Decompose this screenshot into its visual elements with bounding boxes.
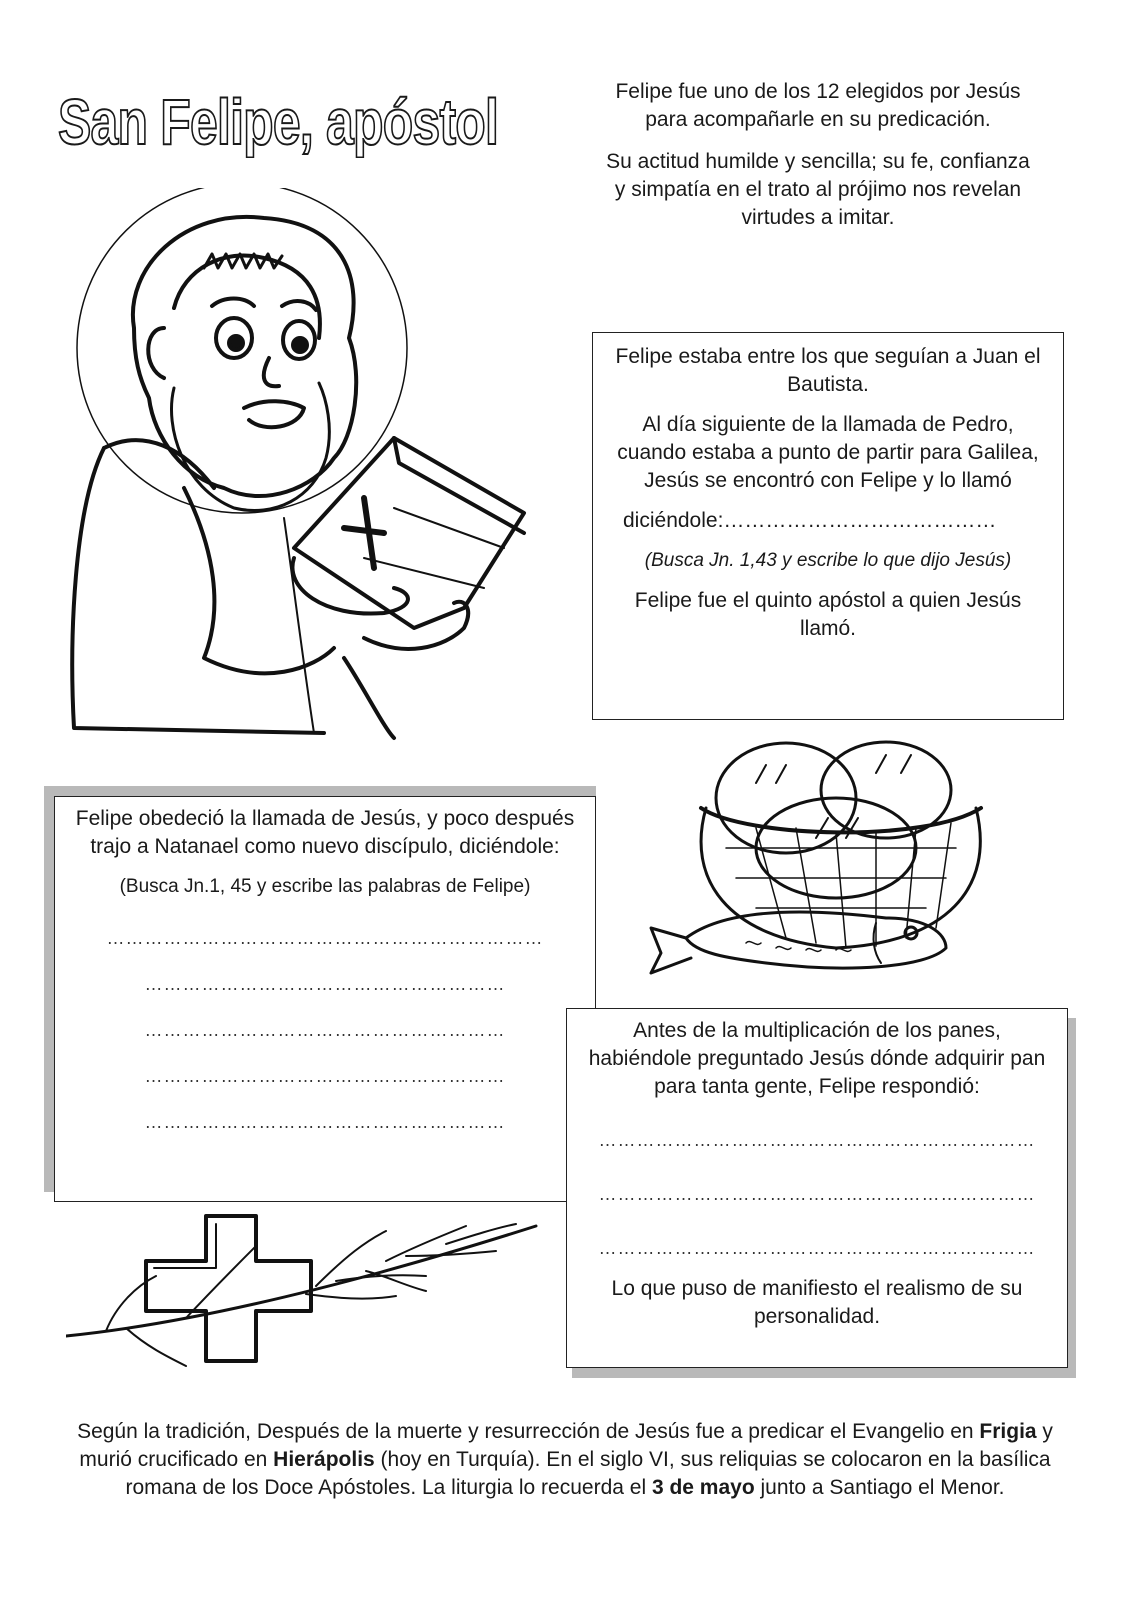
info-box-natanael xyxy=(54,796,596,1202)
footer-bold: Hierápolis xyxy=(273,1448,375,1471)
answer-line[interactable]: ………………………………………………… xyxy=(144,1112,506,1132)
answer-line[interactable]: ………………………………………………… xyxy=(144,1066,506,1086)
box-paragraph: Lo que puso de manifiesto el realismo de su personalidad. xyxy=(611,1277,1023,1328)
footer-segment: Según la tradición, Después de la muerte y resurrección de Jesús fue a predicar el Evangelio en xyxy=(77,1420,980,1443)
info-box-calling xyxy=(592,332,1064,720)
answer-line[interactable]: …………………………………………………………… xyxy=(106,928,544,948)
box-paragraph: Felipe obedeció la llamada de Jesús, y poco después trajo a Natanael como nuevo discípulo, diciéndole: xyxy=(75,807,575,858)
footer-segment: junto a Santiago el Menor. xyxy=(754,1476,1005,1499)
footer-segment: y murió crucificado en xyxy=(79,1420,1053,1471)
instruction-hint: (Busca Jn.1, 45 y escribe las palabras de Felipe) xyxy=(119,876,531,897)
intro-paragraph: Felipe fue uno de los 12 elegidos por Jesús para acompañarle en su predicación. xyxy=(615,80,1021,131)
answer-line[interactable]: …………………………………………………………… xyxy=(598,1238,1036,1258)
answer-line[interactable]: ………………………………………………… xyxy=(144,1020,506,1040)
intro-text xyxy=(598,78,1038,246)
answer-line[interactable]: ………………………………………………… xyxy=(144,974,506,994)
intro-paragraph: Su actitud humilde y sencilla; su fe, confianza y simpatía en el trato al prójimo nos revelan virtudes a imitar. xyxy=(606,150,1030,229)
saint-philip-illustration xyxy=(64,188,574,748)
answer-line[interactable]: …………………………………………………………… xyxy=(598,1184,1036,1204)
answer-line[interactable]: …………………………………………………………… xyxy=(598,1130,1036,1150)
footer-segment: (hoy en Turquía). En el siglo VI, sus reliquias se colocaron en la basílica romana de los Doce Apóstoles. La liturgia lo recuerda el xyxy=(125,1448,1051,1499)
footer-bold: Frigia xyxy=(979,1420,1037,1443)
box-paragraph: Antes de la multiplicación de los panes, habiéndole preguntado Jesús dónde adquirir pan para tanta gente, Felipe respondió: xyxy=(588,1019,1046,1098)
box-paragraph: Felipe estaba entre los que seguían a Juan el Bautista. xyxy=(615,345,1041,396)
fill-in-line[interactable]: diciéndole:………………………………… xyxy=(623,509,997,532)
cross-palm-illustration xyxy=(66,1206,546,1376)
page-title: San Felipe, apóstol xyxy=(58,86,499,158)
footer-text xyxy=(60,1418,1070,1502)
footer-bold: 3 de mayo xyxy=(651,1476,755,1499)
bread-basket-fish-illustration xyxy=(646,728,1026,998)
instruction-hint: (Busca Jn. 1,43 y escribe lo que dijo Jesús) xyxy=(644,550,1012,571)
box-paragraph: Al día siguiente de la llamada de Pedro, cuando estaba a punto de partir para Galilea, Jesús se encontró con Felipe y lo llamó xyxy=(617,413,1039,492)
box-paragraph: Felipe fue el quinto apóstol a quien Jesús llamó. xyxy=(634,589,1022,640)
info-box-loaves xyxy=(566,1008,1068,1368)
